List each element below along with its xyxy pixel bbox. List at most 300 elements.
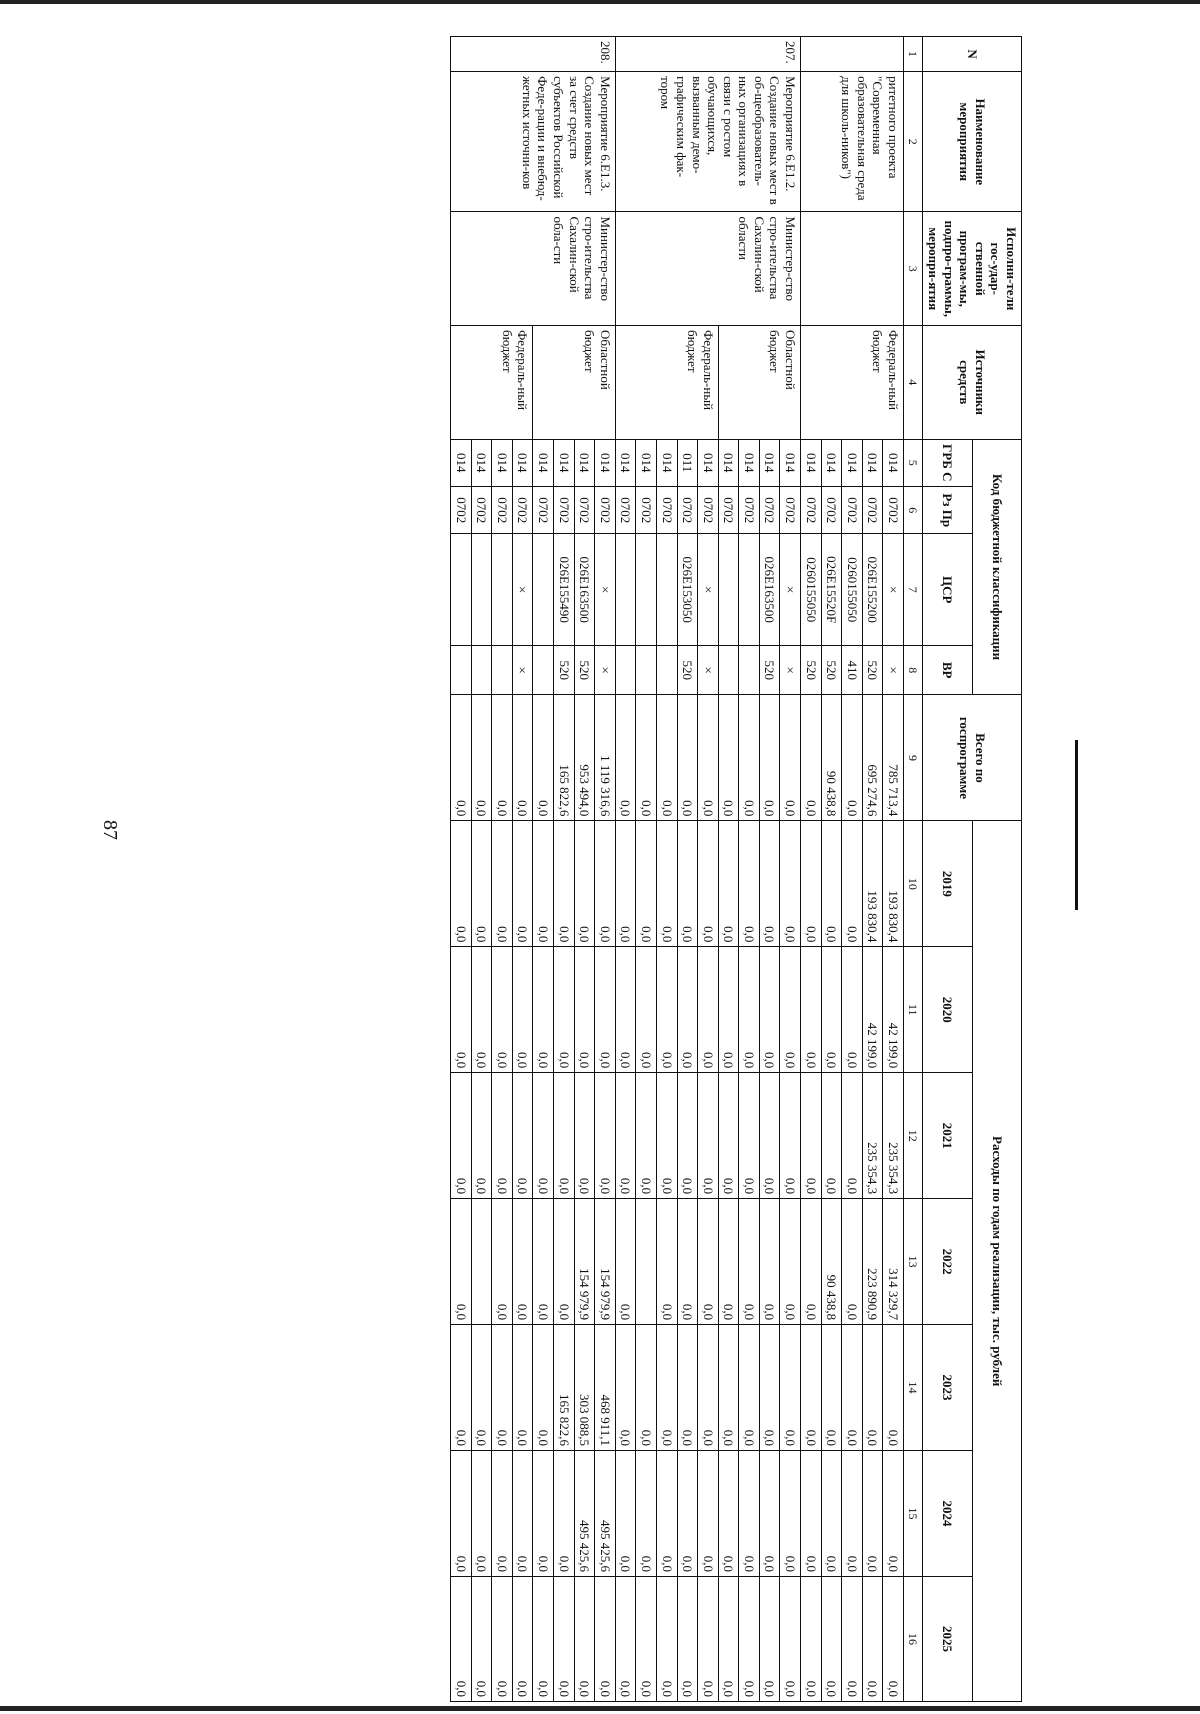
year-2020-cell: 0,0 — [615, 947, 636, 1073]
year-2021-cell: 235 354,3 — [862, 1073, 883, 1199]
rzpr-cell: 0702 — [739, 487, 760, 534]
column-index: 10 — [904, 821, 923, 947]
grbs-cell: 014 — [553, 439, 574, 486]
total-cell: 0,0 — [450, 695, 471, 821]
year-2025-cell: 0,0 — [698, 1576, 719, 1701]
year-2022-cell: 0,0 — [656, 1199, 677, 1325]
year-2025-cell: 0,0 — [656, 1576, 677, 1701]
rzpr-cell: 0702 — [780, 487, 801, 534]
csr-cell: 0260155050 — [801, 534, 822, 645]
csr-cell — [450, 534, 471, 645]
year-2024-cell: 0,0 — [718, 1451, 739, 1577]
year-2021-cell: 0,0 — [677, 1073, 698, 1199]
year-2024-cell: 495 425,6 — [595, 1451, 616, 1577]
year-2024-cell: 0,0 — [842, 1451, 863, 1577]
year-2019-cell: 0,0 — [801, 821, 822, 947]
total-cell: 0,0 — [492, 695, 513, 821]
year-2019-cell: 0,0 — [739, 821, 760, 947]
grbs-cell: 014 — [883, 439, 904, 486]
executor — [801, 212, 904, 326]
table-body — [450, 37, 903, 1702]
col-expenses-group-header: Расходы по годам реализации, тыс. рублей — [972, 821, 1021, 1702]
year-2024-cell: 0,0 — [677, 1451, 698, 1577]
col-year-header: 2021 — [923, 1073, 972, 1199]
year-2019-cell: 0,0 — [677, 821, 698, 947]
year-2025-cell: 0,0 — [615, 1576, 636, 1701]
csr-cell: 026E15520F — [821, 534, 842, 645]
year-2023-cell: 0,0 — [718, 1325, 739, 1451]
rzpr-cell: 0702 — [595, 487, 616, 534]
year-2021-cell: 0,0 — [553, 1073, 574, 1199]
year-2023-cell: 0,0 — [471, 1325, 492, 1451]
year-2025-cell: 0,0 — [533, 1576, 554, 1701]
year-2020-cell: 0,0 — [698, 947, 719, 1073]
grbs-cell: 014 — [862, 439, 883, 486]
year-2020-cell: 0,0 — [739, 947, 760, 1073]
year-2025-cell: 0,0 — [862, 1576, 883, 1701]
year-2021-cell: 0,0 — [450, 1073, 471, 1199]
vr-cell: 520 — [862, 645, 883, 695]
year-2022-cell: 0,0 — [842, 1199, 863, 1325]
year-2024-cell: 0,0 — [615, 1451, 636, 1577]
col-sources-header: Источники средств — [923, 326, 1022, 440]
col-rzpr-header: Рз Пр — [923, 487, 972, 534]
grbs-cell: 014 — [471, 439, 492, 486]
scan-bottom-edge — [0, 1706, 1200, 1711]
rzpr-cell: 0702 — [471, 487, 492, 534]
year-2019-cell: 0,0 — [842, 821, 863, 947]
csr-cell — [656, 534, 677, 645]
rzpr-cell: 0702 — [656, 487, 677, 534]
col-grbs-header: ГРБ С — [923, 439, 972, 486]
grbs-cell: 014 — [512, 439, 533, 486]
rzpr-cell: 0702 — [821, 487, 842, 534]
column-index: 1 — [904, 37, 923, 72]
csr-cell: 026E163500 — [759, 534, 780, 645]
year-2019-cell: 0,0 — [553, 821, 574, 947]
col-code-group-header: Код бюджетной классификации — [972, 439, 1021, 695]
year-2019-cell: 0,0 — [595, 821, 616, 947]
rzpr-cell: 0702 — [842, 487, 863, 534]
year-2025-cell: 0,0 — [780, 1576, 801, 1701]
rzpr-cell: 0702 — [883, 487, 904, 534]
rzpr-cell: 0702 — [615, 487, 636, 534]
year-2021-cell: 0,0 — [471, 1073, 492, 1199]
year-2024-cell: 0,0 — [862, 1451, 883, 1577]
col-year-header: 2024 — [923, 1451, 972, 1577]
year-2021-cell: 0,0 — [492, 1073, 513, 1199]
year-2024-cell: 0,0 — [450, 1451, 471, 1577]
year-2023-cell: 0,0 — [801, 1325, 822, 1451]
csr-cell — [718, 534, 739, 645]
total-cell: 0,0 — [656, 695, 677, 821]
col-executors-header: Исполни-тели гос-удар-ственной програм-мы, подпро-граммы, меропри-ятия — [923, 212, 1022, 326]
year-2023-cell: 468 911,1 — [595, 1325, 616, 1451]
total-cell: 90 438,8 — [821, 695, 842, 821]
total-cell: 1 119 316,6 — [595, 695, 616, 821]
funding-source: Областной бюджет — [533, 326, 615, 440]
year-2022-cell: 0,0 — [553, 1199, 574, 1325]
row-number: 207. — [615, 37, 800, 72]
year-2023-cell: 0,0 — [533, 1325, 554, 1451]
rzpr-cell: 0702 — [801, 487, 822, 534]
grbs-cell: 014 — [636, 439, 657, 486]
csr-cell: × — [780, 534, 801, 645]
vr-cell — [471, 645, 492, 695]
year-2020-cell: 0,0 — [656, 947, 677, 1073]
year-2023-cell: 165 822,6 — [553, 1325, 574, 1451]
total-cell: 0,0 — [842, 695, 863, 821]
row-number: 208. — [450, 37, 615, 72]
total-cell: 0,0 — [780, 695, 801, 821]
year-2024-cell: 0,0 — [553, 1451, 574, 1577]
year-2022-cell: 0,0 — [615, 1199, 636, 1325]
year-2023-cell: 0,0 — [883, 1325, 904, 1451]
year-2020-cell: 0,0 — [718, 947, 739, 1073]
total-cell: 0,0 — [512, 695, 533, 821]
rzpr-cell: 0702 — [553, 487, 574, 534]
grbs-cell: 014 — [801, 439, 822, 486]
year-2025-cell: 0,0 — [718, 1576, 739, 1701]
csr-cell: 026E155200 — [862, 534, 883, 645]
year-2025-cell: 0,0 — [512, 1576, 533, 1701]
year-2022-cell: 0,0 — [533, 1199, 554, 1325]
vr-cell: × — [595, 645, 616, 695]
table-header — [904, 37, 1022, 1702]
year-2022-cell: 223 890,9 — [862, 1199, 883, 1325]
rzpr-cell: 0702 — [512, 487, 533, 534]
year-2019-cell: 0,0 — [533, 821, 554, 947]
year-2022-cell: 0,0 — [512, 1199, 533, 1325]
year-2022-cell: 0,0 — [759, 1199, 780, 1325]
year-2024-cell: 0,0 — [636, 1451, 657, 1577]
vr-cell — [636, 645, 657, 695]
year-2025-cell: 0,0 — [450, 1576, 471, 1701]
rzpr-cell: 0702 — [698, 487, 719, 534]
year-2021-cell: 0,0 — [533, 1073, 554, 1199]
rzpr-cell: 0702 — [533, 487, 554, 534]
column-index: 16 — [904, 1576, 923, 1701]
separator-rule — [1075, 740, 1078, 910]
year-2022-cell: 90 438,8 — [821, 1199, 842, 1325]
total-cell: 0,0 — [615, 695, 636, 821]
csr-cell — [533, 534, 554, 645]
year-2025-cell: 0,0 — [739, 1576, 760, 1701]
row-number — [801, 37, 904, 72]
col-name-header: Наименование мероприятия — [923, 72, 1022, 212]
year-2019-cell: 0,0 — [759, 821, 780, 947]
year-2023-cell: 303 088,5 — [574, 1325, 595, 1451]
year-2019-cell: 0,0 — [512, 821, 533, 947]
grbs-cell: 014 — [533, 439, 554, 486]
funding-source: Областной бюджет — [718, 326, 800, 440]
vr-cell — [656, 645, 677, 695]
vr-cell — [739, 645, 760, 695]
col-year-header: 2022 — [923, 1199, 972, 1325]
year-2025-cell: 0,0 — [636, 1576, 657, 1701]
table-row — [780, 37, 801, 1702]
year-2025-cell: 0,0 — [574, 1576, 595, 1701]
col-total-header: Всего по госпрограмме — [923, 695, 1022, 821]
grbs-cell: 014 — [842, 439, 863, 486]
year-2025-cell: 0,0 — [883, 1576, 904, 1701]
year-2019-cell: 0,0 — [492, 821, 513, 947]
csr-cell — [615, 534, 636, 645]
year-2019-cell: 0,0 — [698, 821, 719, 947]
csr-cell: 026E155490 — [553, 534, 574, 645]
total-cell: 0,0 — [677, 695, 698, 821]
csr-cell: × — [698, 534, 719, 645]
year-2024-cell: 0,0 — [821, 1451, 842, 1577]
year-2022-cell: 0,0 — [677, 1199, 698, 1325]
csr-cell — [471, 534, 492, 645]
year-2023-cell: 0,0 — [636, 1325, 657, 1451]
total-cell: 0,0 — [718, 695, 739, 821]
total-cell: 0,0 — [759, 695, 780, 821]
vr-cell: × — [512, 645, 533, 695]
year-2021-cell: 0,0 — [656, 1073, 677, 1199]
year-2019-cell: 193 830,4 — [883, 821, 904, 947]
csr-cell: 0260155050 — [842, 534, 863, 645]
year-2023-cell: 0,0 — [656, 1325, 677, 1451]
year-2025-cell: 0,0 — [492, 1576, 513, 1701]
year-2024-cell: 0,0 — [780, 1451, 801, 1577]
year-2021-cell: 0,0 — [636, 1073, 657, 1199]
year-2022-cell — [636, 1199, 657, 1325]
grbs-cell: 014 — [718, 439, 739, 486]
year-2021-cell: 0,0 — [512, 1073, 533, 1199]
col-year-header: 2019 — [923, 821, 972, 947]
year-2023-cell: 0,0 — [842, 1325, 863, 1451]
activity-name: ритетного проекта "Современная образовательная среда для школь-ников") — [801, 72, 904, 212]
csr-cell — [739, 534, 760, 645]
year-2023-cell: 0,0 — [677, 1325, 698, 1451]
year-2024-cell: 0,0 — [533, 1451, 554, 1577]
year-2020-cell: 42 199,0 — [883, 947, 904, 1073]
funding-source: Федераль-ный бюджет — [615, 326, 718, 440]
activity-name: Мероприятие 6.E1.2. Создание новых мест в об-щеобразователь-ных организациях в связи с ростом обучающихся, вызванным демо-графическим фак-тором — [615, 72, 800, 212]
year-2022-cell: 0,0 — [450, 1199, 471, 1325]
year-2019-cell: 193 830,4 — [862, 821, 883, 947]
year-2024-cell: 0,0 — [801, 1451, 822, 1577]
year-2021-cell: 0,0 — [821, 1073, 842, 1199]
year-2020-cell: 42 199,0 — [862, 947, 883, 1073]
year-2024-cell: 0,0 — [698, 1451, 719, 1577]
year-2020-cell: 0,0 — [533, 947, 554, 1073]
grbs-cell: 014 — [780, 439, 801, 486]
total-cell: 0,0 — [636, 695, 657, 821]
column-index: 14 — [904, 1325, 923, 1451]
year-2020-cell: 0,0 — [842, 947, 863, 1073]
year-2020-cell: 0,0 — [595, 947, 616, 1073]
column-index: 2 — [904, 72, 923, 212]
year-2021-cell: 0,0 — [759, 1073, 780, 1199]
rzpr-cell: 0702 — [574, 487, 595, 534]
year-2021-cell: 235 354,3 — [883, 1073, 904, 1199]
csr-cell: × — [595, 534, 616, 645]
rzpr-cell: 0702 — [636, 487, 657, 534]
grbs-cell: 014 — [615, 439, 636, 486]
year-2019-cell: 0,0 — [636, 821, 657, 947]
year-2020-cell: 0,0 — [512, 947, 533, 1073]
rzpr-cell: 0702 — [862, 487, 883, 534]
grbs-cell: 014 — [492, 439, 513, 486]
grbs-cell: 014 — [656, 439, 677, 486]
total-cell: 953 494,0 — [574, 695, 595, 821]
column-index: 9 — [904, 695, 923, 821]
column-index: 6 — [904, 487, 923, 534]
rzpr-cell: 0702 — [759, 487, 780, 534]
year-2024-cell: 0,0 — [471, 1451, 492, 1577]
year-2023-cell: 0,0 — [615, 1325, 636, 1451]
column-index: 7 — [904, 534, 923, 645]
year-2023-cell: 0,0 — [492, 1325, 513, 1451]
column-index-row — [904, 37, 923, 1702]
col-year-header: 2023 — [923, 1325, 972, 1451]
rzpr-cell: 0702 — [677, 487, 698, 534]
year-2022-cell: 154 979,9 — [595, 1199, 616, 1325]
year-2023-cell: 0,0 — [739, 1325, 760, 1451]
total-cell: 0,0 — [801, 695, 822, 821]
year-2021-cell: 0,0 — [698, 1073, 719, 1199]
rzpr-cell: 0702 — [492, 487, 513, 534]
year-2025-cell: 0,0 — [677, 1576, 698, 1701]
year-2021-cell: 0,0 — [574, 1073, 595, 1199]
rzpr-cell: 0702 — [450, 487, 471, 534]
year-2025-cell: 0,0 — [759, 1576, 780, 1701]
column-index: 12 — [904, 1073, 923, 1199]
year-2022-cell: 0,0 — [718, 1199, 739, 1325]
year-2022-cell: 154 979,9 — [574, 1199, 595, 1325]
year-2021-cell: 0,0 — [801, 1073, 822, 1199]
year-2025-cell: 0,0 — [842, 1576, 863, 1701]
year-2020-cell: 0,0 — [471, 947, 492, 1073]
year-2022-cell: 314 329,7 — [883, 1199, 904, 1325]
year-2021-cell: 0,0 — [595, 1073, 616, 1199]
vr-cell: 520 — [821, 645, 842, 695]
year-2023-cell: 0,0 — [821, 1325, 842, 1451]
year-2020-cell: 0,0 — [553, 947, 574, 1073]
year-2020-cell: 0,0 — [759, 947, 780, 1073]
year-2023-cell: 0,0 — [759, 1325, 780, 1451]
vr-cell: 520 — [553, 645, 574, 695]
year-2019-cell: 0,0 — [615, 821, 636, 947]
year-2020-cell: 0,0 — [492, 947, 513, 1073]
column-index: 5 — [904, 439, 923, 486]
year-2020-cell: 0,0 — [801, 947, 822, 1073]
scan-top-edge — [0, 0, 1200, 4]
year-2020-cell: 0,0 — [780, 947, 801, 1073]
csr-cell: × — [512, 534, 533, 645]
year-2019-cell: 0,0 — [821, 821, 842, 947]
vr-cell — [450, 645, 471, 695]
column-index: 3 — [904, 212, 923, 326]
year-2021-cell: 0,0 — [842, 1073, 863, 1199]
year-2025-cell: 0,0 — [821, 1576, 842, 1701]
year-2021-cell: 0,0 — [780, 1073, 801, 1199]
year-2023-cell: 0,0 — [450, 1325, 471, 1451]
year-2023-cell: 0,0 — [862, 1325, 883, 1451]
col-year-header: 2025 — [923, 1576, 972, 1701]
year-2023-cell: 0,0 — [780, 1325, 801, 1451]
vr-cell — [492, 645, 513, 695]
year-2025-cell: 0,0 — [471, 1576, 492, 1701]
year-2019-cell: 0,0 — [450, 821, 471, 947]
vr-cell: 410 — [842, 645, 863, 695]
total-cell: 785 713,4 — [883, 695, 904, 821]
year-2020-cell: 0,0 — [574, 947, 595, 1073]
year-2024-cell: 0,0 — [883, 1451, 904, 1577]
col-vr-header: ВР — [923, 645, 972, 695]
year-2024-cell: 0,0 — [656, 1451, 677, 1577]
year-2024-cell: 0,0 — [739, 1451, 760, 1577]
year-2023-cell: 0,0 — [512, 1325, 533, 1451]
year-2021-cell: 0,0 — [739, 1073, 760, 1199]
year-2025-cell: 0,0 — [801, 1576, 822, 1701]
year-2020-cell: 0,0 — [636, 947, 657, 1073]
year-2024-cell: 0,0 — [492, 1451, 513, 1577]
csr-cell — [492, 534, 513, 645]
total-cell: 0,0 — [471, 695, 492, 821]
year-2022-cell: 0,0 — [739, 1199, 760, 1325]
column-index: 11 — [904, 947, 923, 1073]
year-2022-cell: 0,0 — [698, 1199, 719, 1325]
activity-name: Мероприятие 6.E1.3. Создание новых мест за счет средств субъектов Российской Феде-рации и внебюд-жетных источни-ков — [450, 72, 615, 212]
page-number: 87 — [99, 820, 121, 840]
column-index: 8 — [904, 645, 923, 695]
year-2024-cell: 0,0 — [759, 1451, 780, 1577]
year-2024-cell: 0,0 — [512, 1451, 533, 1577]
csr-cell — [636, 534, 657, 645]
year-2022-cell: 0,0 — [492, 1199, 513, 1325]
table-row — [883, 37, 904, 1702]
csr-cell: × — [883, 534, 904, 645]
table-row — [595, 37, 616, 1702]
col-csr-header: ЦСР — [923, 534, 972, 645]
col-year-header: 2020 — [923, 947, 972, 1073]
year-2025-cell: 0,0 — [553, 1576, 574, 1701]
year-2020-cell: 0,0 — [450, 947, 471, 1073]
vr-cell — [718, 645, 739, 695]
column-index: 4 — [904, 326, 923, 440]
year-2022-cell: 0,0 — [780, 1199, 801, 1325]
year-2019-cell: 0,0 — [471, 821, 492, 947]
year-2022-cell — [471, 1199, 492, 1325]
grbs-cell: 014 — [759, 439, 780, 486]
total-cell: 0,0 — [739, 695, 760, 821]
vr-cell: 520 — [759, 645, 780, 695]
year-2022-cell: 0,0 — [801, 1199, 822, 1325]
total-cell: 695 274,6 — [862, 695, 883, 821]
year-2021-cell: 0,0 — [718, 1073, 739, 1199]
vr-cell — [615, 645, 636, 695]
col-n-header: N — [923, 37, 1022, 72]
year-2019-cell: 0,0 — [656, 821, 677, 947]
year-2020-cell: 0,0 — [677, 947, 698, 1073]
rzpr-cell: 0702 — [718, 487, 739, 534]
budget-table — [450, 36, 1022, 1702]
grbs-cell: 014 — [450, 439, 471, 486]
funding-source: Федераль-ный бюджет — [801, 326, 904, 440]
total-cell: 0,0 — [533, 695, 554, 821]
vr-cell: × — [780, 645, 801, 695]
grbs-cell: 014 — [574, 439, 595, 486]
column-index: 15 — [904, 1451, 923, 1577]
grbs-cell: 014 — [698, 439, 719, 486]
year-2019-cell: 0,0 — [780, 821, 801, 947]
rotated-table-container — [182, 36, 1022, 1702]
year-2024-cell: 495 425,6 — [574, 1451, 595, 1577]
